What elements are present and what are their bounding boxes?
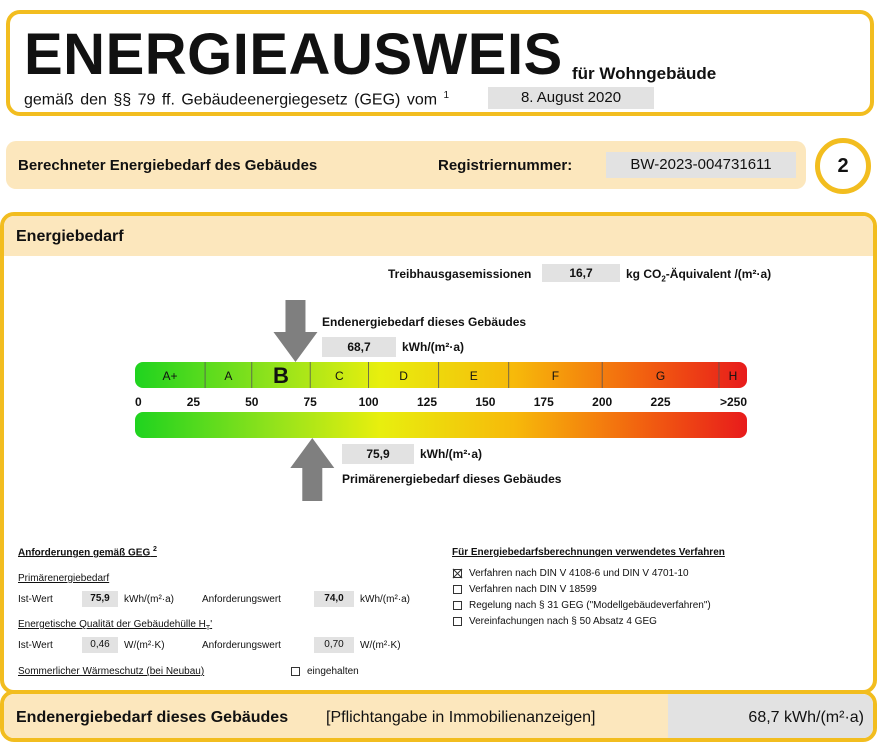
class-label: C — [335, 369, 344, 383]
requirements-title — [18, 546, 157, 558]
anf-value: 74,0 — [314, 591, 354, 607]
footer-box — [0, 690, 877, 742]
ht-sub: T — [205, 625, 211, 632]
registration-label: Registriernummer: — [438, 157, 573, 174]
ist-unit: kWh/(m²·a) — [124, 594, 174, 605]
class-label: E — [469, 369, 478, 383]
issue-date: 8. August 2020 — [488, 87, 654, 109]
ghg-value: 16,7 — [542, 264, 620, 282]
class-label: A — [224, 369, 233, 383]
ht-title-text: Energetische Qualität der Gebäudehülle H — [18, 619, 206, 630]
ghg-unit-sub: 2 — [661, 274, 666, 284]
law-footnote: 1 — [443, 90, 450, 101]
ghg-label: Treibhausgasemissionen — [388, 267, 532, 281]
anf-label: Anforderungswert — [202, 594, 281, 605]
class-label: D — [399, 369, 408, 383]
requirements-footnote: 2 — [153, 546, 157, 553]
tick-label: 225 — [650, 395, 671, 409]
registration-number: BW-2023-004731611 — [606, 152, 796, 178]
method-checkbox[interactable] — [453, 601, 462, 610]
summer-title: Sommerlicher Wärmeschutz (bei Neubau) — [18, 666, 205, 677]
method-label: Verfahren nach DIN V 18599 — [469, 584, 597, 595]
primary-band — [135, 412, 747, 438]
method-label: Vereinfachungen nach § 50 Absatz 4 GEG — [469, 616, 657, 627]
header-box — [6, 10, 874, 116]
tick-label: 50 — [245, 395, 259, 409]
ghg-unit-pre: kg CO — [626, 267, 662, 281]
energy-section-title: Energiebedarf — [16, 228, 124, 245]
method-checkbox[interactable] — [453, 617, 462, 626]
ht-suffix: ' — [210, 619, 213, 630]
summer-check-label: eingehalten — [307, 666, 359, 677]
footer-value-box — [668, 694, 877, 738]
ht-ist-label: Ist-Wert — [18, 640, 53, 651]
page-number-badge: 2 — [815, 138, 871, 194]
tick-label: 100 — [358, 395, 379, 409]
anf-unit: kWh/(m²·a) — [360, 594, 410, 605]
tick-label: 0 — [135, 395, 142, 409]
energy-section — [0, 212, 877, 694]
requirements-title-text: Anforderungen gemäß GEG — [18, 547, 151, 559]
method-checkbox[interactable] — [453, 569, 462, 578]
end-energy-arrow — [273, 300, 317, 362]
end-energy-unit: kWh/(m²·a) — [402, 340, 464, 354]
law-reference — [24, 90, 449, 109]
end-energy-value: 68,7 — [322, 337, 396, 357]
ht-anf-unit: W/(m²·K) — [360, 640, 401, 651]
ht-title — [18, 619, 212, 632]
method-checkbox[interactable] — [453, 585, 462, 594]
class-label: B — [273, 363, 289, 388]
ht-ist-unit: W/(m²·K) — [124, 640, 165, 651]
footer-title: Endenergiebedarf dieses Gebäudes — [16, 709, 289, 726]
class-label: G — [655, 369, 666, 383]
ht-ist-value: 0,46 — [82, 637, 118, 653]
class-label: F — [551, 369, 560, 383]
end-energy-label: Endenergiebedarf dieses Gebäudes — [322, 315, 527, 329]
ist-label: Ist-Wert — [18, 594, 53, 605]
registration-bar — [6, 141, 806, 189]
summer-checkbox[interactable] — [291, 667, 300, 676]
registration-title: Berechneter Energiebedarf des Gebäudes — [18, 157, 318, 174]
primary-energy-unit: kWh/(m²·a) — [420, 447, 482, 461]
class-label: A+ — [162, 369, 178, 383]
tick-label: 200 — [592, 395, 613, 409]
ht-anf-value: 0,70 — [314, 637, 354, 653]
tick-label: 150 — [475, 395, 496, 409]
ist-value: 75,9 — [82, 591, 118, 607]
method-label: Regelung nach § 31 GEG ("Modellgebäudeverfahren") — [469, 600, 711, 611]
tick-label: 25 — [186, 395, 201, 409]
tick-label: 75 — [303, 395, 317, 409]
document-subtitle: für Wohngebäude — [572, 64, 717, 83]
ht-anf-label: Anforderungswert — [202, 640, 281, 651]
tick-labels — [135, 395, 747, 409]
method-label: Verfahren nach DIN V 4108-6 und DIN V 4701-10 — [469, 568, 689, 579]
ghg-unit — [626, 267, 771, 283]
tick-label: 125 — [416, 395, 438, 409]
tick-label: >250 — [719, 395, 747, 409]
footer-note: [Pflichtangabe in Immobilienanzeigen] — [326, 709, 596, 726]
primary-energy-value: 75,9 — [342, 444, 414, 464]
footer-value: 68,7 kWh/(m²·a) — [748, 709, 864, 726]
primary-energy-label: Primärenergiebedarf dieses Gebäudes — [342, 472, 562, 486]
ghg-unit-post: -Äquivalent /(m²·a) — [665, 267, 772, 281]
document-title: ENERGIEAUSWEIS — [24, 22, 563, 87]
methods-title: Für Energiebedarfsberechnungen verwendetes Verfahren — [452, 547, 725, 558]
law-text: gemäß den §§ 79 ff. Gebäudeenergiegesetz (GEG) vom — [24, 91, 438, 109]
primary-requirement-title: Primärenergiebedarf — [18, 573, 110, 584]
tick-label: 175 — [533, 395, 554, 409]
class-label: H — [728, 369, 738, 383]
primary-energy-arrow — [290, 438, 334, 501]
energy-section-header — [4, 216, 873, 256]
